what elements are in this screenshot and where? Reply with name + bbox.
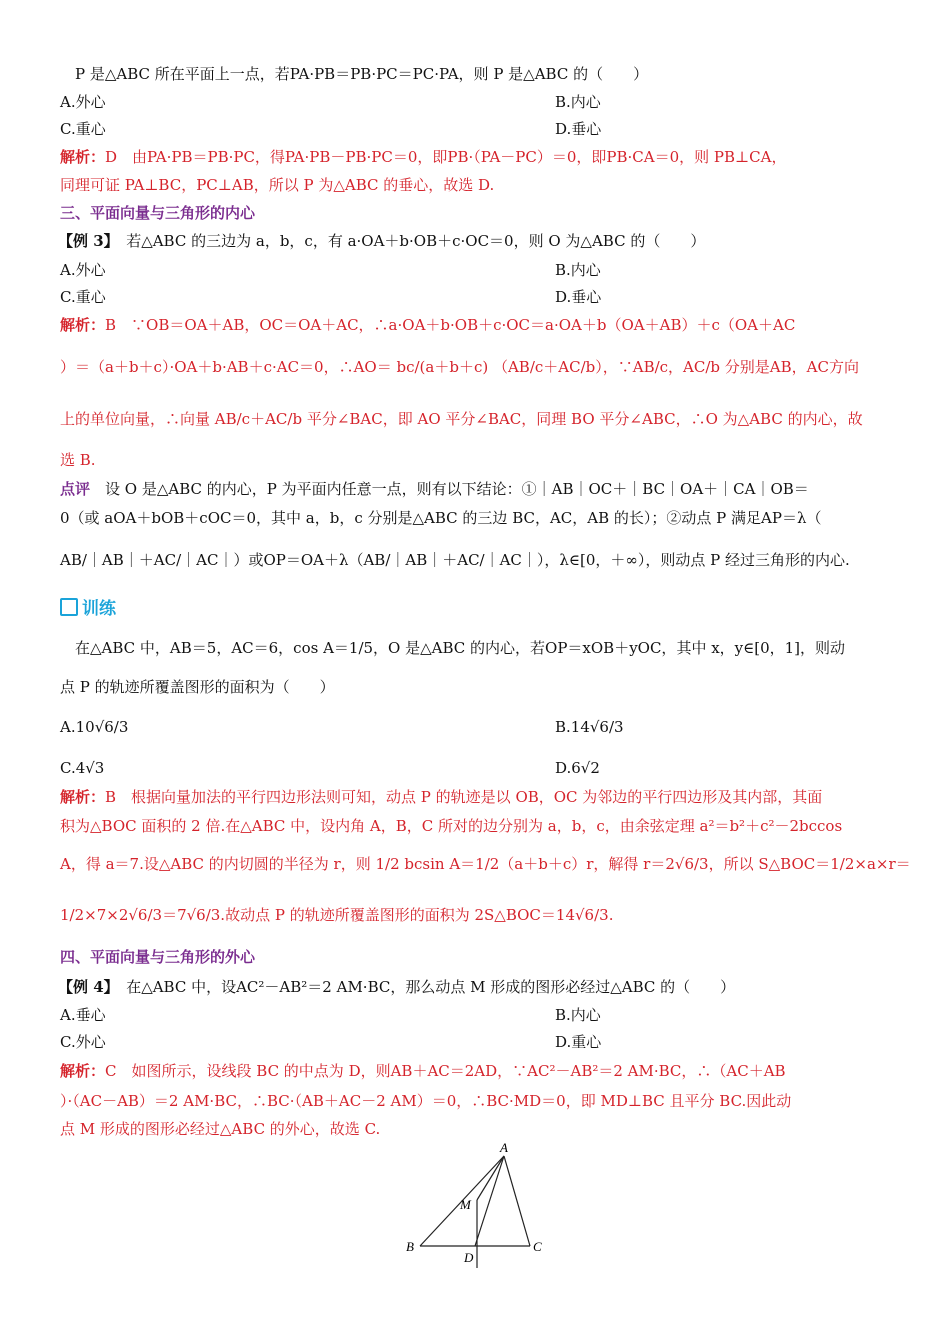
solution-line: A，得 a＝7.设△ABC 的内切圆的半径为 r，则 1/2 bcsin A＝1/2（a＋b＋c）r，解得 r＝2√6/3，所以 S△BOC＝1/2×a×r＝ [60, 855, 911, 873]
triangle-figure [400, 1138, 560, 1278]
option-a: A.外心 [60, 261, 106, 279]
solution-line [60, 314, 890, 336]
option-b: B.内心 [555, 261, 601, 279]
option-d: D.重心 [555, 1033, 602, 1051]
option-d: D.垂心 [555, 120, 602, 138]
comment-line: AB/｜AB｜＋AC/｜AC｜）或OP＝OA＋λ（AB/｜AB｜＋AC/｜AC｜），λ∈[0，＋∞），则动点 P 经过三角形的内心. [60, 551, 850, 569]
option-d: D.垂心 [555, 288, 602, 306]
option-c: C.重心 [60, 120, 106, 138]
training-icon [60, 598, 78, 616]
solution-line [60, 786, 890, 808]
segment-am [477, 1156, 504, 1200]
question-stem: P 是△ABC 所在平面上一点，若PA·PB＝PB·PC＝PC·PA，则 P 是△ABC 的（ ） [75, 65, 649, 83]
example-text: 若△ABC 的三边为 a，b，c，有 a·OA＋b·OB＋c·OC＝0，则 O 为△ABC 的（ ） [126, 232, 706, 250]
training-title: 训练 [82, 599, 116, 619]
solution-label: 解析： [60, 788, 106, 806]
training-stem: 在△ABC 中，AB＝5，AC＝6，cos A＝1/5，O 是△ABC 的内心，若OP＝xOB＋yOC，其中 x，y∈[0，1]，则动 [75, 639, 846, 657]
solution-label: 解析： [60, 1062, 106, 1080]
label-m: M [460, 1197, 471, 1212]
example-stem [58, 976, 888, 998]
solution-line: 1/2×7×2√6/3＝7√6/3.故动点 P 的轨迹所覆盖图形的面积为 2S△BOC＝14√6/3. [60, 906, 614, 924]
example-label: 【例 4】 [58, 978, 112, 996]
label-c: C [533, 1239, 542, 1254]
label-a: A [500, 1140, 508, 1155]
solution-line [60, 146, 890, 168]
side-ac [504, 1156, 530, 1246]
solution-line [60, 1060, 890, 1082]
solution-line: ）＝（a＋b＋c）·OA＋b·AB＋c·AC＝0，∴AO＝ bc/(a＋b＋c) （AB/c＋AC/b），∵AB/c，AC/b 分别是AB，AC方向 [60, 358, 859, 376]
solution-text: D 由PA·PB＝PB·PC，得PA·PB－PB·PC＝0，即PB·（PA－PC）＝0，即PB·CA＝0，则 PB⊥CA， [105, 148, 787, 166]
solution-line: 选 B. [60, 451, 96, 469]
solution-text: B ∵OB＝OA＋AB，OC＝OA＋AC，∴a·OA＋b·OB＋c·OC＝a·OA＋b（OA＋AB）＋c（OA＋AC [105, 316, 796, 334]
label-d: D [464, 1250, 474, 1265]
median-ad [475, 1156, 504, 1246]
comment-line: 0（或 aOA＋bOB＋cOC＝0，其中 a，b，c 分别是△ABC 的三边 BC，AC，AB 的长）；②动点 P 满足AP＝λ（ [60, 509, 822, 527]
solution-line: ）·（AC－AB）＝2 AM·BC，∴BC·（AB＋AC－2 AM）＝0，∴BC·MD＝0，即 MD⊥BC 且平分 BC.因此动 [60, 1092, 792, 1110]
section-title: 三、平面向量与三角形的内心 [60, 204, 256, 222]
solution-line: 上的单位向量，∴向量 AB/c＋AC/b 平分∠BAC，即 AO 平分∠BAC，同理 BO 平分∠ABC，∴O 为△ABC 的内心，故 [60, 410, 863, 428]
section-title: 四、平面向量与三角形的外心 [60, 948, 256, 966]
option-a: A.垂心 [60, 1006, 106, 1024]
option-a: A.10√6/3 [60, 718, 129, 736]
option-b: B.内心 [555, 93, 601, 111]
example-stem [58, 230, 888, 252]
label-b: B [406, 1239, 414, 1254]
option-c: C.外心 [60, 1033, 106, 1051]
option-b: B.内心 [555, 1006, 601, 1024]
option-b: B.14√6/3 [555, 718, 624, 736]
solution-line: 点 M 形成的图形必经过△ABC 的外心，故选 C. [60, 1120, 381, 1138]
example-label: 【例 3】 [58, 232, 112, 250]
solution-line: 积为△BOC 面积的 2 倍.在△ABC 中，设内角 A，B，C 所对的边分别为 a，b，c，由余弦定理 a²＝b²＋c²－2bccos [60, 817, 843, 835]
option-c: C.重心 [60, 288, 106, 306]
training-stem: 点 P 的轨迹所覆盖图形的面积为（ ） [60, 678, 335, 696]
comment-label: 点评 [60, 480, 91, 498]
option-c: C.4√3 [60, 759, 105, 777]
solution-line: 同理可证 PA⊥BC，PC⊥AB，所以 P 为△ABC 的垂心，故选 D. [60, 176, 495, 194]
comment-text: 设 O 是△ABC 的内心，P 为平面内任意一点，则有以下结论：①｜AB｜OC＋｜BC｜OA＋｜CA｜OB＝ [105, 480, 809, 498]
example-text: 在△ABC 中，设AC²－AB²＝2 AM·BC，那么动点 M 形成的图形必经过△ABC 的（ ） [126, 978, 736, 996]
solution-text: B 根据向量加法的平行四边形法则可知，动点 P 的轨迹是以 OB，OC 为邻边的平行四边形及其内部，其面 [105, 788, 823, 806]
option-a: A.外心 [60, 93, 106, 111]
comment-line [60, 478, 890, 500]
solution-label: 解析： [60, 316, 106, 334]
solution-text: C 如图所示，设线段 BC 的中点为 D，则AB＋AC＝2AD，∵AC²－AB²＝2 AM·BC，∴（AC＋AB [105, 1062, 786, 1080]
option-d: D.6√2 [555, 759, 600, 777]
training-heading [60, 598, 890, 620]
solution-label: 解析： [60, 148, 106, 166]
